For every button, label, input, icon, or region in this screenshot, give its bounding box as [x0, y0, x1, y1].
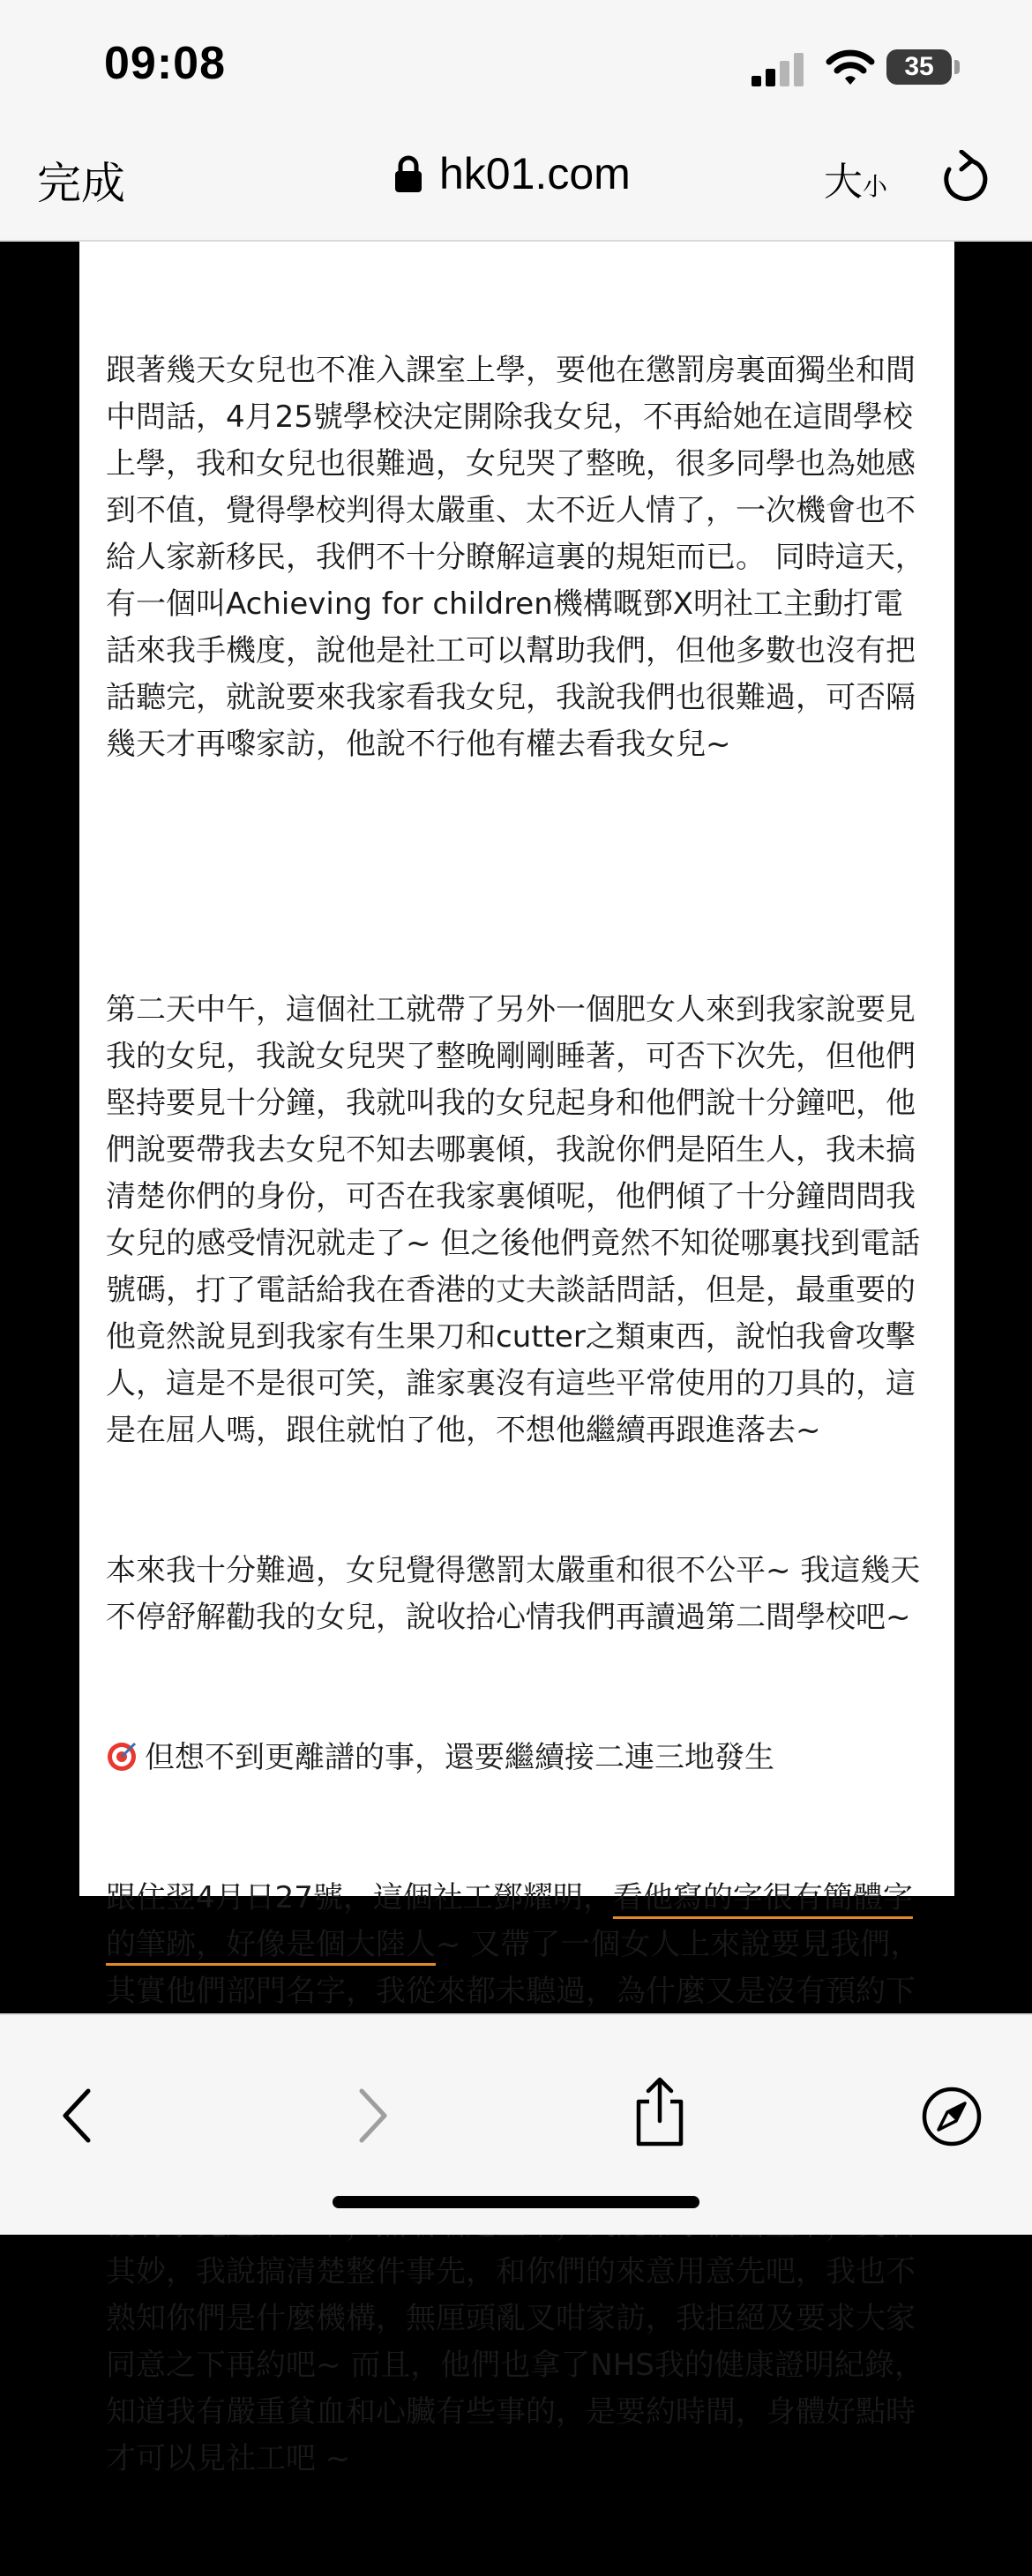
article-image: [79, 242, 954, 2476]
battery-icon: 35: [886, 49, 952, 85]
compass-icon[interactable]: [921, 2086, 983, 2147]
forward-icon[interactable]: [355, 2087, 390, 2144]
article-paragraph-5-end: ~ 又帶了一個女人上來說要見我們，其實他們部門名字，我從來都未聽過，為什麼又是沒有預約下 其妙，我說搞清楚整件事先，和你們的來意用意先吧，我也不熟知你們是什麼機構，無厘頭亂叉咁家訪，我拒絕及要求大家同意之下再約吧~ 而且，他們也拿了NHS我的健康證明紀錄，知道我有嚴重貧血和心臟有些事的，是要約時間，身體好點時才可以見社工吧 ~: [106, 1927, 924, 2476]
url-text: hk01.com: [439, 149, 631, 198]
text-size-button[interactable]: [824, 150, 887, 206]
highlighted-underline-text: 看他寫的字很有簡體字的筆跡，好像是個大陸人: [106, 1880, 913, 1962]
share-icon[interactable]: [633, 2077, 686, 2147]
back-icon[interactable]: [60, 2087, 95, 2144]
article-paragraph-1: 跟著幾天女兒也不准入課室上學，要他在懲罰房裏面獨坐和間中問話，4月25號學校決定開除我女兒，不再給她在這間學校上學，我和女兒也很難過，女兒哭了整晚，很多同學也為她感到不值，覺得學校判得太嚴重、太不近人情了，一次機會也不給人家新移民，我們不十分瞭解這裏的規矩而已。 同時這天，有一個叫Achieving for children機構嘅鄧X明社工主動打電話來我手機度，說他是社工可以幫助我們，但他多數也沒有把話聽完，就說要來我家看我女兒，我說我們也很難過，可否隔幾天才再嚟家訪，他說不行他有權去看我女兒~: [106, 353, 925, 762]
signal-icon: [752, 53, 806, 86]
wifi-icon: [826, 48, 875, 86]
top-chrome: [0, 0, 1032, 242]
text-size-big-label: 大: [824, 160, 863, 205]
status-time: 09:08: [104, 38, 226, 89]
article-paragraph-5-start: 跟住翌4月日27號，這個社工鄧耀明，: [106, 1880, 613, 1915]
home-indicator[interactable]: [333, 2196, 699, 2208]
target-emoji-icon: [106, 1741, 138, 1773]
article-paragraph-4: [106, 1735, 928, 1781]
lock-icon: [393, 154, 423, 193]
text-size-small-label: 小: [863, 172, 888, 201]
url-bar[interactable]: [393, 146, 631, 202]
article-paragraph-3: 本來我十分難過，女兒覺得懲罰太嚴重和很不公平~ 我這幾天不停舒解勸我的女兒，說收拾心情我們再讀過第二間學校吧~: [106, 1553, 921, 1635]
done-button[interactable]: 完成: [37, 158, 125, 209]
article-paragraph-4-text: 但想不到更離譜的事，還要繼續接二連三地發生: [145, 1740, 774, 1775]
article-paragraph-2: 第二天中午，這個社工就帶了另外一個肥女人來到我家說要見我的女兒，我說女兒哭了整晚剛剛睡著，可否下次先，但他們堅持要見十分鐘，我就叫我的女兒起身和他們說十分鐘吧，他們說要帶我去女兒不知去哪裏傾，我說你們是陌生人，我未搞清楚你們的身份，可否在我家裏傾呢，他們傾了十分鐘問問我女兒的感受情況就走了~ 但之後他們竟然不知從哪裏找到電話號碼，打了電話給我在香港的丈夫談話問話，但是，最重要的他竟然說見到我家有生果刀和cutter之類東西，說怕我會攻擊人，這是不是很可笑，誰家裏沒有這些平常使用的刀具的，這是在屈人嗎，跟住就怕了他，不想他繼續再跟進落去~: [106, 992, 921, 1448]
reload-icon[interactable]: [939, 150, 988, 203]
battery-cap: [954, 60, 960, 74]
